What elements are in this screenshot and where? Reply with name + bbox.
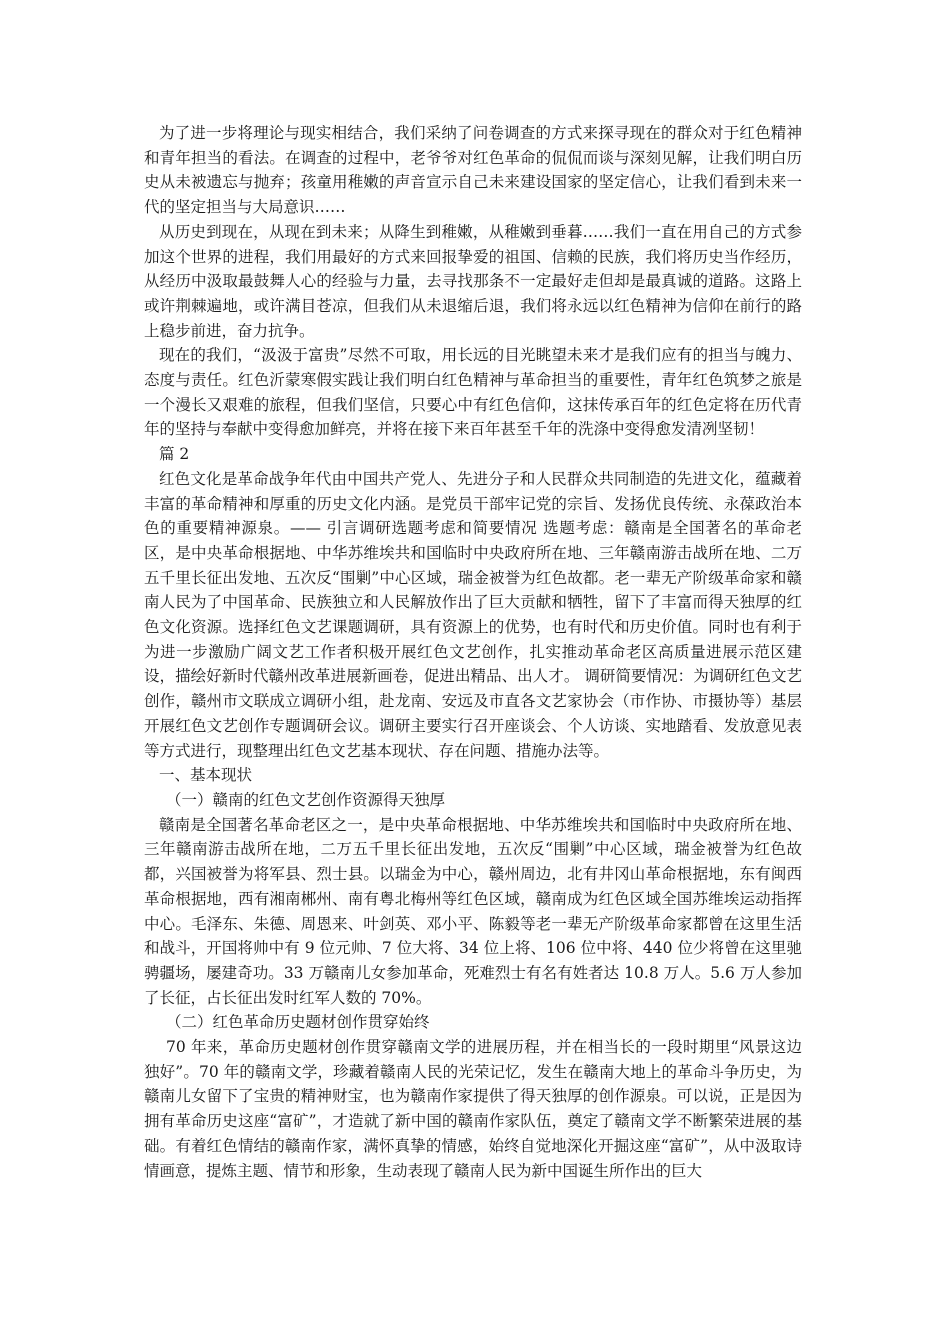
section-heading-part-2: 篇 2: [159, 445, 190, 464]
paragraph-gannan-literature: 70 年来，革命历史题材创作贯穿赣南文学的进展历程，并在相当长的一段时期里“风景这边独好”。70 年的赣南文学，珍藏着赣南人民的光荣记忆，发生在赣南大地上的革命斗争历史，为赣南儿女留下了宝贵的精神财宝，也为赣南作家提供了得天独厚的创作源泉。可以说，正是因为拥有革命历史这座“富矿”，才造就了新中国的赣南作家队伍，奠定了赣南文学不断繁荣进展的基础。有着红色情结的赣南作家，满怀真挚的情感，始终自觉地深化开掘这座“富矿”，从中汲取诗情画意，提炼主题、情节和形象，生动表现了赣南人民为新中国诞生所作出的巨大: [144, 1038, 802, 1180]
document-body: [144, 121, 802, 1183]
subheading-resources: （一）赣南的红色文艺创作资源得天独厚: [166, 790, 446, 809]
paragraph-history-to-future: 从历史到现在，从现在到未来；从降生到稚嫩，从稚嫩到垂暮……我们一直在用自己的方式参加这个世界的进程，我们用最好的方式来回报挚爱的祖国、信赖的民族，我们将历史当作经历，从经历中汲取最鼓舞人心的经验与力量，去寻找那条不一定最好走但却是最真诚的道路。这路上或许荆棘遍地，或许满目苍凉，但我们从未退缩后退，我们将永远以红色精神为信仰在前行的路上稳步前进，奋力抗争。: [144, 222, 802, 340]
paragraph-survey: 为了进一步将理论与现实相结合，我们采纳了问卷调查的方式来探寻现在的群众对于红色精神和青年担当的看法。在调查的过程中，老爷爷对红色革命的侃侃而谈与深刻见解，让我们明白历史从未被遗忘与抛弃；孩童用稚嫩的声音宣示自己未来建设国家的坚定信心，让我们看到未来一代的坚定担当与大局意识……: [144, 124, 802, 217]
subheading-historical-themes: （二）红色革命历史题材创作贯穿始终: [166, 1013, 430, 1032]
paragraph-youth-responsibility: 现在的我们，“汲汲于富贵”尽然不可取，用长远的目光眺望未来才是我们应有的担当与魄力、态度与责任。红色沂蒙寒假实践让我们明白红色精神与革命担当的重要性，青年红色筑梦之旅是一个漫长又艰难的旅程，但我们坚信，只要心中有红色信仰，这抹传承百年的红色定将在历代青年的坚持与奉献中变得愈加鲜亮，并将在接下来百年甚至千年的洗涤中变得愈发清冽坚韧！: [144, 346, 802, 439]
heading-basic-status: 一、基本现状: [159, 766, 253, 785]
paragraph-red-culture-intro: 红色文化是革命战争年代由中国共产党人、先进分子和人民群众共同制造的先进文化，蕴藏着丰富的革命精神和厚重的历史文化内涵。是党员干部牢记党的宗旨、发扬优良传统、永葆政治本色的重要精神源泉。—— 引言调研选题考虑和简要情况 选题考虑：赣南是全国著名的革命老区，是中央革命根据地、中华苏维埃共和国临时中央政府所在地、三年赣南游击战所在地、二万五千里长征出发地、五次反“围剿”中心区域，瑞金被誉为红色故都。老一辈无产阶级革命家和赣南人民为了中国革命、民族独立和人民解放作出了巨大贡献和牺牲，留下了丰富而得天独厚的红色文化资源。选择红色文艺课题调研，具有资源上的优势，也有时代和历史价值。同时也有利于为进一步激励广阔文艺工作者积极开展红色文艺创作，扎实推动革命老区高质量进展示范区建设，描绘好新时代赣州改革进展新画卷，促进出精品、出人才。 调研简要情况：为调研红色文艺创作，赣州市文联成立调研小组，赴龙南、安远及市直各文艺家协会（市作协、市摄协等）基层开展红色文艺创作专题调研会议。调研主要实行召开座谈会、个人访谈、实地踏看、发放意见表等方式进行，现整理出红色文艺基本现状、存在问题、措施办法等。: [144, 469, 802, 760]
paragraph-gannan-revolution-base: 赣南是全国著名革命老区之一，是中央革命根据地、中华苏维埃共和国临时中央政府所在地、三年赣南游击战所在地，二万五千里长征出发地，五次反“围剿”中心区域，瑞金被誉为红色故都，兴国被誉为将军县、烈士县。以瑞金为中心，赣州周边，北有井冈山革命根据地，东有闽西革命根据地，西有湘南郴州、南有粤北梅州等红色区域，赣南成为红色区域全国苏维埃运动指挥中心。毛泽东、朱德、周恩来、叶剑英、邓小平、陈毅等老一辈无产阶级革命家都曾在这里生活和战斗，开国将帅中有 9 位元帅、7 位大将、34 位上将、106 位中将、440 位少将曾在这里驰骋疆场，屡建奇功。33 万赣南儿女参加革命，死难烈士有名有姓者达 10.8 万人。5.6 万人参加了长征，占长征出发时红军人数的 70%。: [144, 815, 802, 1007]
